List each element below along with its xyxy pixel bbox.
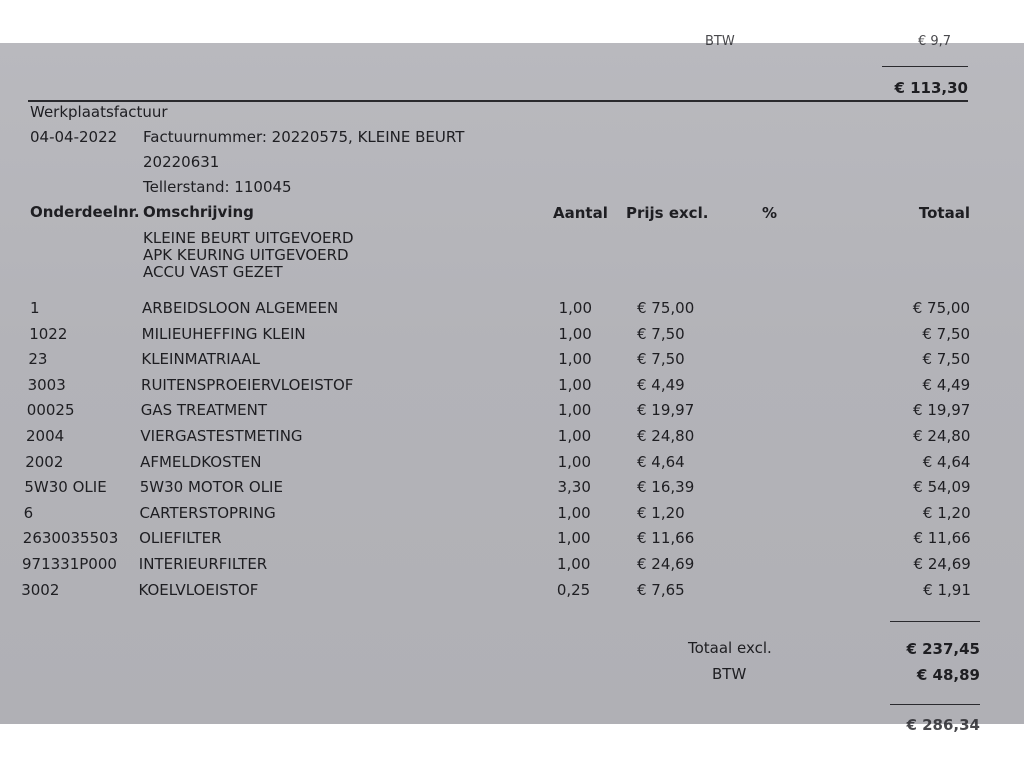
header-price-excl: Prijs excl.: [626, 204, 709, 222]
invoice-date: 04-04-2022: [30, 128, 118, 146]
top-total-value: € 113,30: [894, 79, 968, 97]
top-total-rule: [882, 66, 968, 67]
work-note: KLEINE BEURT UITGEVOERD: [143, 229, 354, 247]
item-description: GAS TREATMENT: [140, 401, 268, 420]
item-description: KLEINMATRIAAL: [141, 350, 261, 369]
cropped-text-fragment: BTW: [705, 34, 735, 49]
part-number: 2002: [25, 452, 64, 471]
header-percent: %: [762, 204, 778, 222]
part-number: 2004: [26, 427, 65, 445]
item-total: € 1,20: [922, 503, 971, 522]
total-excl-value: € 237,45: [906, 640, 980, 658]
invoice-number: Factuurnummer: 20220575, KLEINE BEURT: [143, 128, 465, 146]
work-note: APK KEURING UITGEVOERD: [143, 246, 349, 264]
item-total: € 4,49: [922, 375, 971, 394]
document-title: Werkplaatsfactuur: [30, 103, 168, 121]
item-quantity: 1,00: [558, 375, 592, 394]
item-unit-price: € 7,50: [637, 350, 685, 369]
item-total: € 75,00: [912, 299, 970, 317]
work-note: ACCU VAST GEZET: [143, 263, 283, 281]
item-total: € 24,69: [913, 555, 971, 573]
item-description: CARTERSTOPRING: [139, 503, 276, 522]
item-quantity: 1,00: [557, 503, 591, 522]
item-unit-price: € 24,80: [637, 427, 695, 445]
vat-label: BTW: [712, 665, 747, 683]
item-total: € 54,09: [913, 478, 971, 497]
item-total: € 7,50: [922, 324, 971, 343]
item-total: € 24,80: [913, 427, 971, 445]
header-total: Totaal: [918, 204, 970, 222]
item-unit-price: € 7,65: [637, 580, 685, 599]
part-number: 23: [28, 350, 48, 369]
order-number: 20220631: [143, 153, 220, 171]
item-description: MILIEUHEFFING KLEIN: [141, 324, 306, 343]
item-total: € 11,66: [913, 529, 971, 548]
header-description: Omschrijving: [143, 203, 254, 221]
part-number: 1: [30, 299, 40, 317]
item-description: ARBEIDSLOON ALGEMEEN: [142, 299, 339, 317]
item-unit-price: € 16,39: [637, 478, 695, 497]
subtotal-rule: [890, 621, 980, 622]
item-quantity: 1,00: [557, 401, 592, 420]
part-number: 3003: [27, 375, 66, 394]
item-unit-price: € 24,69: [637, 555, 695, 573]
part-number: 3002: [21, 580, 60, 599]
item-description: KOELVLOEISTOF: [138, 580, 259, 599]
item-total: € 1,91: [923, 580, 971, 599]
header-quantity: Aantal: [553, 204, 608, 222]
cropped-grand-total: € 286,34: [906, 716, 980, 734]
item-quantity: 1,00: [558, 350, 592, 369]
item-total: € 19,97: [913, 401, 971, 420]
item-unit-price: € 4,49: [637, 375, 685, 394]
item-quantity: 1,00: [557, 427, 592, 445]
item-quantity: 0,25: [556, 580, 591, 599]
item-quantity: 1,00: [558, 324, 592, 343]
item-quantity: 1,00: [557, 452, 592, 471]
item-description: AFMELDKOSTEN: [140, 452, 262, 471]
item-description: VIERGASTESTMETING: [140, 427, 303, 445]
item-quantity: 1,00: [556, 555, 591, 573]
part-number: 5W30 OLIE: [24, 478, 107, 497]
odometer-reading: Tellerstand: 110045: [143, 178, 292, 196]
item-description: INTERIEURFILTER: [138, 555, 268, 573]
item-unit-price: € 75,00: [637, 299, 695, 317]
item-unit-price: € 4,64: [637, 452, 685, 471]
part-number: 1022: [29, 324, 68, 343]
item-description: OLIEFILTER: [139, 529, 222, 548]
item-unit-price: € 19,97: [637, 401, 695, 420]
invoice-paper: [0, 34, 1024, 734]
item-unit-price: € 7,50: [637, 324, 685, 343]
item-description: 5W30 MOTOR OLIE: [139, 478, 283, 497]
total-excl-label: Totaal excl.: [688, 639, 772, 657]
section-divider: [28, 100, 968, 102]
part-number: 971331P000: [22, 555, 117, 573]
item-unit-price: € 1,20: [637, 503, 685, 522]
cropped-value-fragment: € 9,7: [918, 34, 952, 49]
header-part-number: Onderdeelnr.: [30, 203, 140, 221]
part-number: 6: [23, 503, 34, 522]
item-quantity: 1,00: [557, 529, 591, 548]
item-total: € 7,50: [922, 350, 971, 369]
item-quantity: 1,00: [558, 299, 592, 317]
item-quantity: 3,30: [557, 478, 591, 497]
grand-total-rule: [890, 704, 980, 705]
item-total: € 4,64: [922, 452, 971, 471]
part-number: 00025: [26, 401, 75, 420]
item-unit-price: € 11,66: [637, 529, 695, 548]
vat-value: € 48,89: [916, 666, 980, 684]
part-number: 2630035503: [22, 529, 119, 548]
item-description: RUITENSPROEIERVLOEISTOF: [141, 375, 354, 394]
